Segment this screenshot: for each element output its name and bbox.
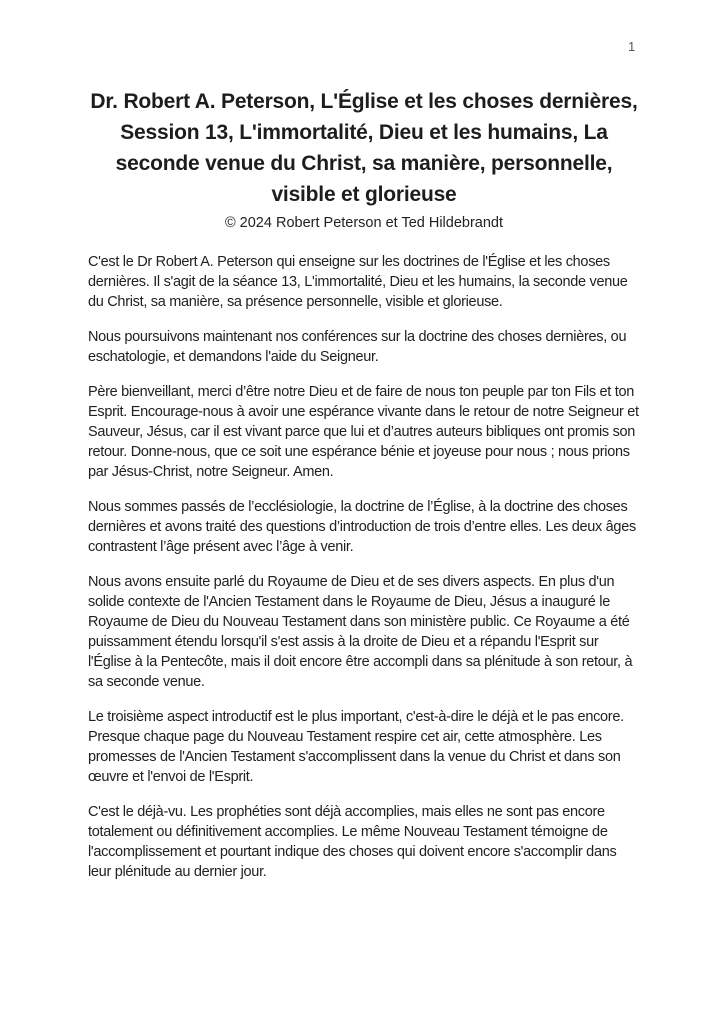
document-title	[88, 86, 640, 210]
body-paragraph-4: Nous sommes passés de l’ecclésiologie, la doctrine de l’Église, à la doctrine des choses dernières et avons traité des questions d’introduction de trois d’entre elles. Les deux âges contrastent l’âge présent avec l’âge à venir.	[88, 499, 636, 555]
body-paragraph-7: C'est le déjà-vu. Les prophéties sont déjà accomplies, mais elles ne sont pas encore totalement ou définitivement accomplies. Le même Nouveau Testament témoigne de l'accomplissement et pourtant indique des choses qui doivent encore s'accomplir dans leur plénitude au dernier jour.	[88, 804, 617, 880]
body-paragraph-5: Nous avons ensuite parlé du Royaume de Dieu et de ses divers aspects. En plus d'un solide contexte de l'Ancien Testament dans le Royaume de Dieu, Jésus a inauguré le Royaume de Dieu du Nouveau Testament dans son ministère public. Ce Royaume a été puissamment étendu lorsqu'il s'est assis à la droite de Dieu et a répandu l'Esprit sur l'Église à la Pentecôte, mais il doit encore être accompli dans sa plénitude à son retour, à sa seconde venue.	[88, 574, 633, 690]
title-line-2: Session 13, L'immortalité, Dieu et les humains, La seconde venue du Christ, sa manière, personnelle, visible et glorieuse	[115, 121, 613, 206]
body-paragraph-1: C'est le Dr Robert A. Peterson qui enseigne sur les doctrines de l'Église et les choses dernières. Il s'agit de la séance 13, L'immortalité, Dieu et les humains, la seconde venue du Christ, sa manière, sa présence personnelle, visible et glorieuse.	[88, 254, 628, 310]
title-line-1: Dr. Robert A. Peterson, L'Église et les choses dernières,	[90, 90, 638, 113]
body-paragraph-3: Père bienveillant, merci d’être notre Dieu et de faire de nous ton peuple par ton Fils et ton Esprit. Encourage-nous à avoir une espérance vivante dans le retour de notre Seigneur et Sauveur, Jésus, car il est vivant parce que lui et d’autres auteurs bibliques ont promis son retour. Donne-nous, que ce soit une espérance bénie et joyeuse pour nous ; nous prions par Jésus-Christ, notre Seigneur. Amen.	[88, 384, 639, 480]
copyright-line: © 2024 Robert Peterson et Ted Hildebrandt	[224, 215, 504, 231]
body-paragraph-2: Nous poursuivons maintenant nos conférences sur la doctrine des choses dernières, ou eschatologie, et demandons l'aide du Seigneur.	[88, 329, 627, 365]
body-paragraph-6: Le troisième aspect introductif est le plus important, c'est-à-dire le déjà et le pas encore. Presque chaque page du Nouveau Testament respire cet air, cette atmosphère. Les promesses de l'Ancien Testament s'accomplissent dans la venue du Christ et dans son œuvre et l'envoi de l'Esprit.	[88, 709, 624, 785]
page-content	[88, 86, 640, 882]
page-number: 1	[628, 39, 636, 54]
